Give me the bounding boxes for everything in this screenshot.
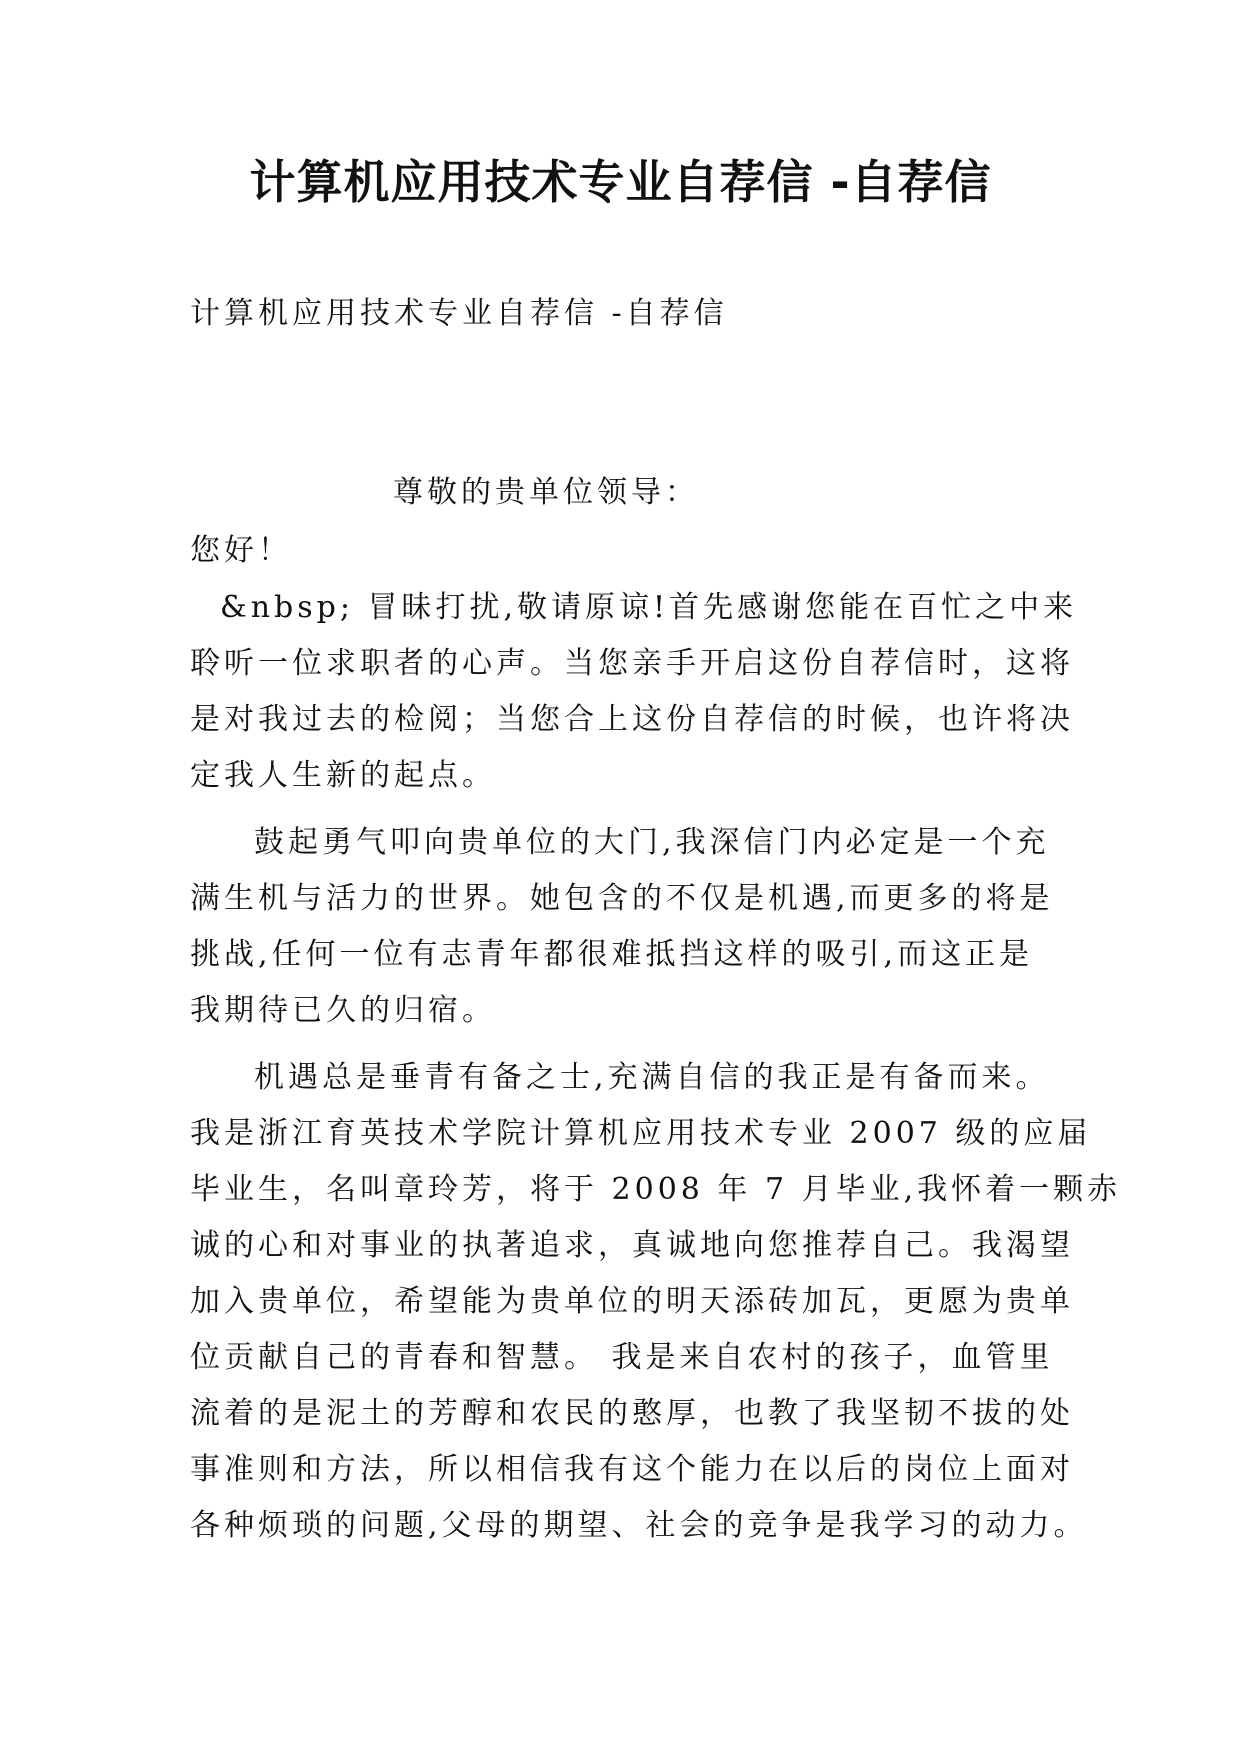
- paragraph-line: 是对我过去的检阅；当您合上这份自荐信的时候，也许将决: [190, 702, 1074, 737]
- paragraph-line: 定我人生新的起点。: [190, 758, 496, 793]
- letter-salutation: 尊敬的贵单位领导：: [393, 475, 699, 510]
- paragraph-line: &nbsp; 冒昧打扰,敬请原谅!首先感谢您能在百忙之中来: [220, 590, 1078, 625]
- paragraph-line: 我是浙江育英技术学院计算机应用技术专业 2007 级的应届: [190, 1116, 1092, 1151]
- paragraph-line: 加入贵单位，希望能为贵单位的明天添砖加瓦，更愿为贵单: [190, 1284, 1074, 1319]
- paragraph-line: 位贡献自己的青春和智慧。 我是来自农村的孩子，血管里: [190, 1340, 1054, 1375]
- letter-greeting: 您好！: [190, 533, 292, 568]
- paragraph-line: 我期待已久的归宿。: [190, 993, 496, 1028]
- paragraph-line: 流着的是泥土的芳醇和农民的憨厚，也教了我坚韧不拔的处: [190, 1396, 1074, 1431]
- document-title: 计算机应用技术专业自荐信 -自荐信: [249, 155, 992, 209]
- paragraph-line: 各种烦琐的问题,父母的期望、社会的竞争是我学习的动力。: [190, 1508, 1088, 1543]
- document-subtitle: 计算机应用技术专业自荐信 -自荐信: [190, 296, 728, 331]
- paragraph-1: [190, 580, 1078, 804]
- paragraph-line: 挑战,任何一位有志青年都很难抵挡这样的吸引,而这正是: [190, 937, 1034, 972]
- paragraph-line: 毕业生，名叫章玲芳，将于 2008 年 7 月毕业,我怀着一颗赤: [190, 1172, 1122, 1207]
- paragraph-line: 机遇总是垂青有备之士,充满自信的我正是有备而来。: [254, 1060, 1050, 1095]
- paragraph-line: 诚的心和对事业的执著追求，真诚地向您推荐自己。我渴望: [190, 1228, 1074, 1263]
- paragraph-3: [190, 1050, 1122, 1554]
- paragraph-2: [190, 815, 1060, 1039]
- paragraph-line: 事准则和方法，所以相信我有这个能力在以后的岗位上面对: [190, 1452, 1074, 1487]
- paragraph-line: 满生机与活力的世界。她包含的不仅是机遇,而更多的将是: [190, 881, 1054, 916]
- paragraph-line: 聆听一位求职者的心声。当您亲手开启这份自荐信时，这将: [190, 646, 1074, 681]
- paragraph-line: 鼓起勇气叩向贵单位的大门,我深信门内必定是一个充: [254, 825, 1050, 860]
